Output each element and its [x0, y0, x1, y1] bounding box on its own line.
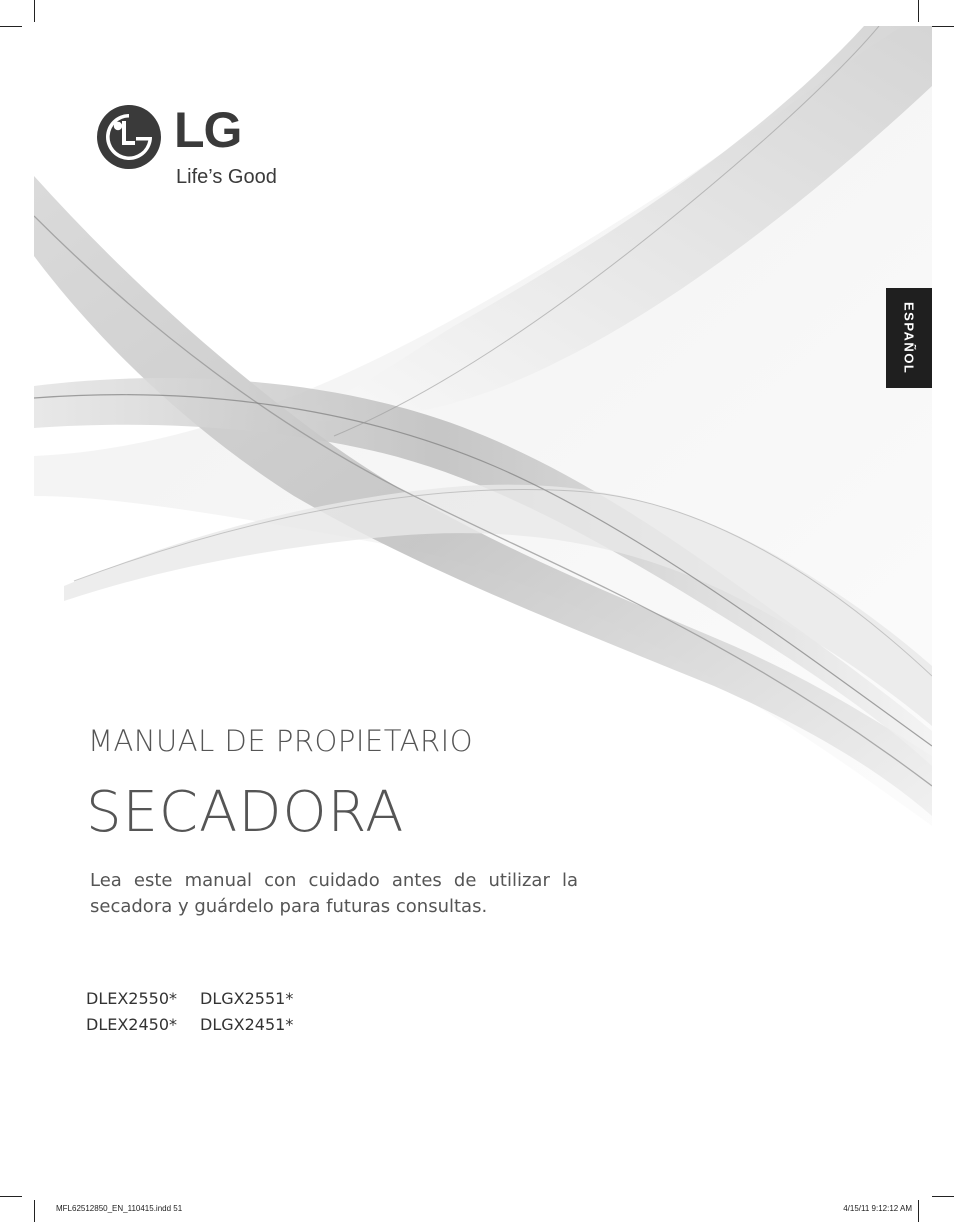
- model-row: [86, 1012, 293, 1038]
- crop-mark: [932, 26, 954, 27]
- print-slug-datetime: 4/15/11 9:12:12 AM: [843, 1204, 912, 1213]
- crop-mark: [0, 26, 22, 27]
- print-slug-file: MFL62512850_EN_110415.indd 51: [56, 1204, 183, 1213]
- language-tab: [886, 288, 932, 388]
- model-number: DLEX2450*: [86, 1015, 178, 1034]
- language-tab-label: ESPAÑOL: [901, 301, 917, 375]
- crop-mark: [34, 1200, 35, 1222]
- product-title: SECADORA: [86, 780, 405, 845]
- crop-mark: [34, 0, 35, 22]
- manual-title: MANUAL DE PROPIETARIO: [88, 724, 474, 758]
- lg-wordmark: LG: [174, 102, 242, 158]
- model-number: DLEX2550*: [86, 989, 178, 1008]
- crop-mark: [932, 1196, 954, 1197]
- model-row: [86, 986, 293, 1012]
- lg-logo: [96, 104, 316, 194]
- model-number: DLGX2551*: [200, 989, 294, 1008]
- model-number: DLGX2451*: [200, 1015, 294, 1034]
- intro-text: Lea este manual con cuidado antes de utilizar la secadora y guárdelo para futuras consultas.: [90, 870, 578, 917]
- crop-mark: [918, 1200, 919, 1222]
- cover-page: [34, 26, 932, 1196]
- lg-tagline: Life’s Good: [176, 166, 277, 188]
- crop-mark: [0, 1196, 22, 1197]
- model-list: [86, 986, 293, 1038]
- lg-face-icon: [96, 104, 162, 170]
- crop-mark: [918, 0, 919, 22]
